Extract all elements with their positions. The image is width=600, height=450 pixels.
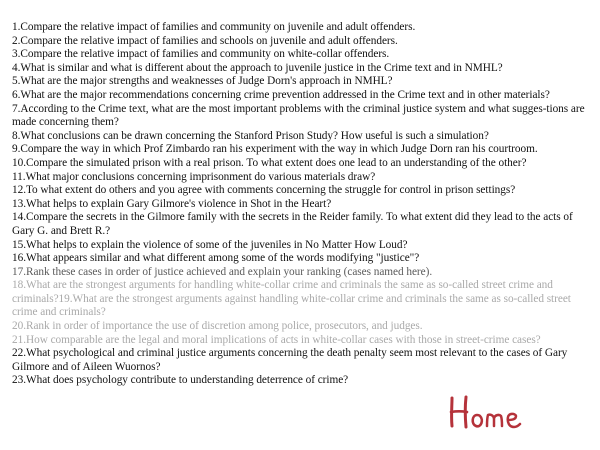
question-number: 3.: [12, 48, 21, 61]
question-text: Compare the relative impact of families and schools on juvenile and adult offenders.: [20, 34, 398, 47]
question-number: 16.: [12, 252, 26, 265]
question-number: 17.: [12, 265, 26, 278]
question-item: [12, 252, 596, 266]
question-number: 20.: [12, 320, 26, 333]
question-text: Compare the relative impact of families and community on juvenile and adult offenders.: [20, 21, 416, 33]
question-text: What does psychology contribute to understanding deterrence of crime?: [25, 374, 349, 387]
question-text: What psychological and criminal justice arguments concerning the death penalty seem most relevant to the cases of Gary Gilmore and of Aileen Wuornos?: [12, 347, 568, 373]
question-text: Compare the relative impact of families and community on white-collar offenders.: [20, 48, 390, 61]
question-item: [12, 21, 596, 35]
question-item: [12, 347, 596, 374]
question-text: What conclusions can be drawn concerning the Stanford Prison Study? How useful is such a simulation?: [20, 129, 489, 142]
question-item: [12, 35, 596, 49]
question-number: 13.: [12, 197, 26, 210]
question-number: 10.: [12, 156, 26, 169]
question-item: [12, 334, 596, 348]
question-text: What helps to explain the violence of some of the juveniles in No Matter How Loud?: [25, 238, 408, 251]
question-item: [12, 130, 596, 144]
question-text: To what extent do others and you agree with comments concerning the struggle for control in prison settings?: [25, 184, 516, 197]
question-text: What are the strongest arguments for handling white-collar crime and criminals the same as so-called street crime and criminals?19.What are the strongest arguments against handling white-collar crime and criminals the same as so-called street crime and criminals?: [12, 279, 571, 319]
question-text: What appears similar and what different among some of the words modifying "justice"?: [25, 252, 420, 265]
question-item: [12, 157, 596, 171]
question-list: [12, 21, 596, 388]
question-text: Rank these cases in order of justice achieved and explain your ranking (cases named here).: [25, 265, 433, 278]
question-number: 7.: [12, 102, 21, 115]
question-item: [12, 103, 596, 130]
question-text: Rank in order of importance the use of discretion among police, prosecutors, and judges.: [25, 320, 423, 333]
question-item: [12, 239, 596, 253]
question-text: Compare the secrets in the Gilmore family with the secrets in the Reider family. To what extent did they lead to the acts of Gary G. and Brett R.?: [12, 211, 573, 237]
home-logo: [446, 388, 530, 436]
question-number: 14.: [12, 211, 26, 224]
question-number: 11.: [12, 170, 26, 183]
question-number: 6.: [12, 88, 21, 101]
question-item: [12, 89, 596, 103]
question-item: [12, 320, 596, 334]
question-item: [12, 211, 596, 238]
question-number: 2.: [12, 34, 21, 47]
question-item: [12, 184, 596, 198]
question-item: [12, 62, 596, 76]
question-number: 23.: [12, 374, 26, 387]
question-item: [12, 266, 596, 280]
question-item: [12, 171, 596, 185]
question-text: According to the Crime text, what are the most important problems with the criminal justice system and what sugges-tions are made concerning them?: [12, 102, 585, 129]
question-number: 5.: [12, 75, 21, 88]
question-text: What major conclusions concerning imprisonment do various materials draw?: [25, 170, 376, 183]
question-number: 9.: [12, 143, 21, 156]
question-number: 18.: [12, 279, 26, 292]
question-number: 4.: [12, 61, 21, 74]
question-number: 15.: [12, 238, 26, 251]
question-number: 12.: [12, 184, 26, 197]
question-number: 21.: [12, 333, 26, 346]
question-text: Compare the simulated prison with a real prison. To what extent does one lead to an understanding of the other?: [25, 156, 527, 169]
question-text: What helps to explain Gary Gilmore's violence in Shot in the Heart?: [25, 197, 332, 210]
question-item: [12, 143, 596, 157]
question-text: What are the major recommendations concerning crime prevention addressed in the Crime text and in other materials?: [20, 88, 550, 101]
question-text: What are the major strengths and weaknesses of Judge Dorn's approach in NMHL?: [20, 75, 393, 88]
question-item: [12, 198, 596, 212]
question-item: [12, 374, 596, 388]
question-item: [12, 48, 596, 62]
question-number: 1.: [12, 21, 21, 33]
question-number: 8.: [12, 129, 21, 142]
question-text: Compare the way in which Prof Zimbardo ran his experiment with the way in which Judge Dorn ran his courtroom.: [20, 143, 538, 156]
question-item: [12, 279, 596, 320]
home-link[interactable]: [446, 388, 530, 436]
question-item: [12, 75, 596, 89]
question-text: How comparable are the legal and moral implications of acts in white-collar cases with those in street-crime cases?: [25, 333, 541, 346]
question-text: What is similar and what is different about the approach to juvenile justice in the Crime text and in NMHL?: [20, 61, 503, 74]
question-number: 22.: [12, 347, 26, 360]
